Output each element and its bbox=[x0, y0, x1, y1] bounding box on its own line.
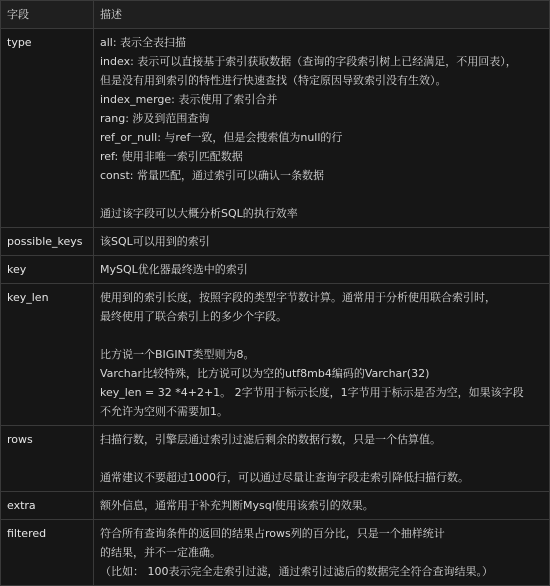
field-name-cell: rows bbox=[1, 426, 94, 492]
field-description-cell bbox=[94, 492, 550, 520]
description-line: rang: 涉及到范围查询 bbox=[100, 112, 210, 125]
field-name-cell: key_len bbox=[1, 284, 94, 426]
field-name-cell: key bbox=[1, 256, 94, 284]
header-field: 字段 bbox=[1, 1, 94, 29]
description-line: （比如： 100表示完全走索引过滤，通过索引过滤后的数据完全符合查询结果。） bbox=[100, 565, 493, 578]
field-description-cell bbox=[94, 256, 550, 284]
description-line: 额外信息，通常用于补充判断Mysql使用该索引的效果。 bbox=[100, 499, 374, 512]
description-line: 扫描行数，引擎层通过索引过滤后剩余的数据行数，只是一个估算值。 bbox=[100, 433, 441, 446]
table-row bbox=[1, 228, 550, 256]
field-description-cell bbox=[94, 426, 550, 492]
table-body bbox=[1, 29, 550, 586]
description-line: index_merge: 表示使用了索引合并 bbox=[100, 93, 278, 106]
field-name-cell: filtered bbox=[1, 520, 94, 586]
field-name-cell: extra bbox=[1, 492, 94, 520]
field-name-cell: possible_keys bbox=[1, 228, 94, 256]
field-description-cell bbox=[94, 284, 550, 426]
blank-line bbox=[100, 449, 543, 468]
table-row bbox=[1, 492, 550, 520]
description-line: 该SQL可以用到的索引 bbox=[100, 235, 210, 248]
blank-line bbox=[100, 326, 543, 345]
description-line: 的结果，并不一定准确。 bbox=[100, 546, 221, 559]
table-row bbox=[1, 284, 550, 426]
description-line: Varchar比较特殊，比方说可以为空的utf8mb4编码的Varchar(32) bbox=[100, 367, 430, 380]
description-line: ref_or_null: 与ref一致，但是会搜索值为null的行 bbox=[100, 131, 343, 144]
field-description-cell bbox=[94, 29, 550, 228]
description-line: index: 表示可以直接基于索引获取数据（查询的字段索引树上已经满足，不用回表）， bbox=[100, 55, 517, 68]
field-description-cell bbox=[94, 520, 550, 586]
description-line: 通常建议不要超过1000行，可以通过尽量让查询字段走索引降低扫描行数。 bbox=[100, 471, 469, 484]
table-row bbox=[1, 29, 550, 228]
description-line: ref: 使用非唯一索引匹配数据 bbox=[100, 150, 243, 163]
description-line: 最终使用了联合索引上的多少个字段。 bbox=[100, 310, 287, 323]
field-description-cell bbox=[94, 228, 550, 256]
description-line: const: 常量匹配，通过索引可以确认一条数据 bbox=[100, 169, 324, 182]
description-line: 符合所有查询条件的返回的结果占rows列的百分比，只是一个抽样统计 bbox=[100, 527, 445, 540]
description-line: 但是没有用到索引的特性进行快速查找（特定原因导致索引没有生效）。 bbox=[100, 74, 447, 87]
table-header bbox=[1, 1, 550, 29]
field-name-cell: type bbox=[1, 29, 94, 228]
table-row bbox=[1, 426, 550, 492]
table-row bbox=[1, 520, 550, 586]
blank-line bbox=[100, 185, 543, 204]
description-line: 比方说一个BIGINT类型则为8。 bbox=[100, 348, 255, 361]
description-line: 不允许为空则不需要加1。 bbox=[100, 405, 228, 418]
description-line: key_len = 32 *4+2+1。 2字节用于标示长度，1字节用于标示是否为空，如果该字段 bbox=[100, 386, 524, 399]
header-description: 描述 bbox=[94, 1, 550, 29]
description-line: MySQL优化器最终选中的索引 bbox=[100, 263, 248, 276]
header-row bbox=[1, 1, 550, 29]
description-line: all: 表示全表扫描 bbox=[100, 36, 187, 49]
description-line: 通过该字段可以大概分析SQL的执行效率 bbox=[100, 207, 298, 220]
description-line: 使用到的索引长度，按照字段的类型字节数计算。通常用于分析使用联合索引时， bbox=[100, 291, 496, 304]
table-row bbox=[1, 256, 550, 284]
